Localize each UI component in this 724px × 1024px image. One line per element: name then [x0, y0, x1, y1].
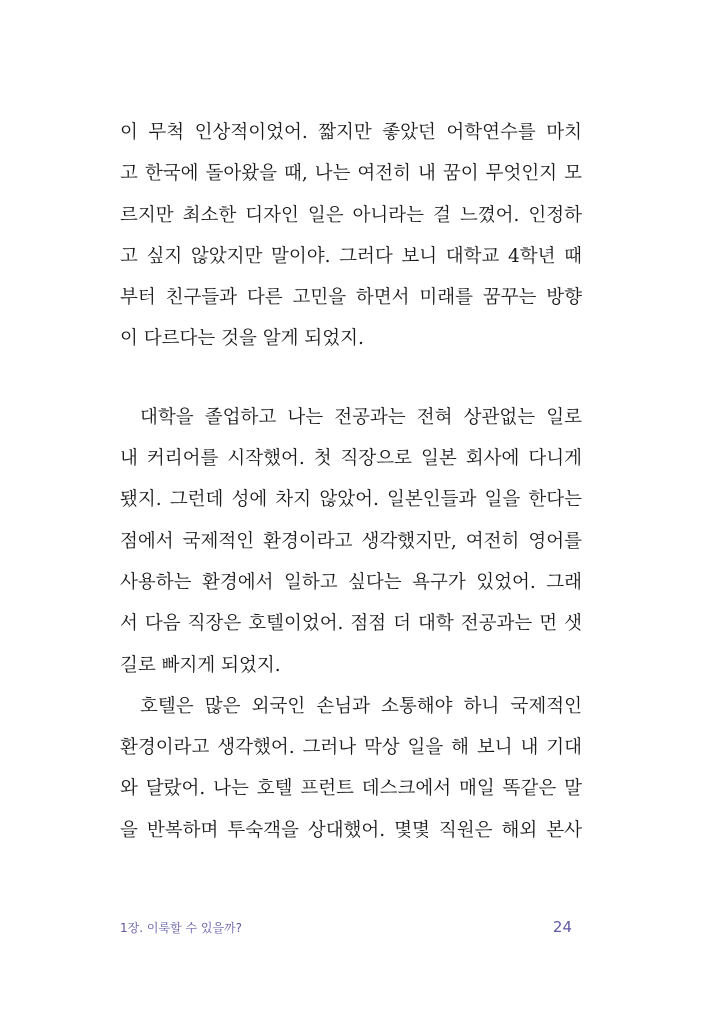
text-line: 환경이라고 생각했어. 그러나 막상 일을 해 보니 내 기대	[120, 737, 582, 759]
text-line: 점에서 국제적인 환경이라고 생각했지만, 여전히 영어를	[120, 530, 582, 552]
paragraph-gap	[120, 360, 582, 397]
text-line: 됐지. 그런데 성에 차지 않았어. 일본인들과 일을 한다는	[120, 489, 582, 511]
text-line: 이 다르다는 것을 알게 되었지.	[120, 328, 364, 350]
body-text	[120, 112, 582, 851]
text-line: 이 무척 인상적이었어. 짧지만 좋았던 어학연수를 마치	[120, 122, 582, 143]
text-line: 르지만 최소한 디자인 일은 아니라는 걸 느꼈어. 인정하	[120, 204, 582, 226]
text-line: 사용하는 환경에서 일하고 싶다는 욕구가 있었어. 그래	[120, 571, 582, 593]
text-line: 대학을 졸업하고 나는 전공과는 전혀 상관없는 일로	[140, 406, 582, 428]
text-line: 길로 빠지게 되었지.	[120, 654, 281, 676]
text-line: 을 반복하며 투숙객을 상대했어. 몇몇 직원은 해외 본사	[120, 819, 582, 841]
text-line: 내 커리어를 시작했어. 첫 직장으로 일본 회사에 다니게	[120, 448, 582, 470]
paragraph-2	[120, 397, 582, 686]
page-footer	[120, 916, 572, 938]
text-line: 고 싶지 않았지만 말이야. 그러다 보니 대학교 4학년 때	[120, 245, 582, 267]
text-line: 부터 친구들과 다른 고민을 하면서 미래를 꿈꾸는 방향	[120, 287, 582, 309]
text-line: 서 다음 직장은 호텔이었어. 점점 더 대학 전공과는 먼 샛	[120, 613, 582, 635]
text-line: 호텔은 많은 외국인 손님과 소통해야 하니 국제적인	[140, 695, 582, 717]
paragraph-3	[120, 686, 582, 851]
paragraph-1	[120, 112, 582, 360]
text-line: 고 한국에 돌아왔을 때, 나는 여전히 내 꿈이 무엇인지 모	[120, 163, 582, 185]
page-number: 24	[552, 918, 572, 936]
chapter-title: 1장. 이룩할 수 있을까?	[120, 920, 242, 935]
text-line: 와 달랐어. 나는 호텔 프런트 데스크에서 매일 똑같은 말	[120, 778, 582, 800]
